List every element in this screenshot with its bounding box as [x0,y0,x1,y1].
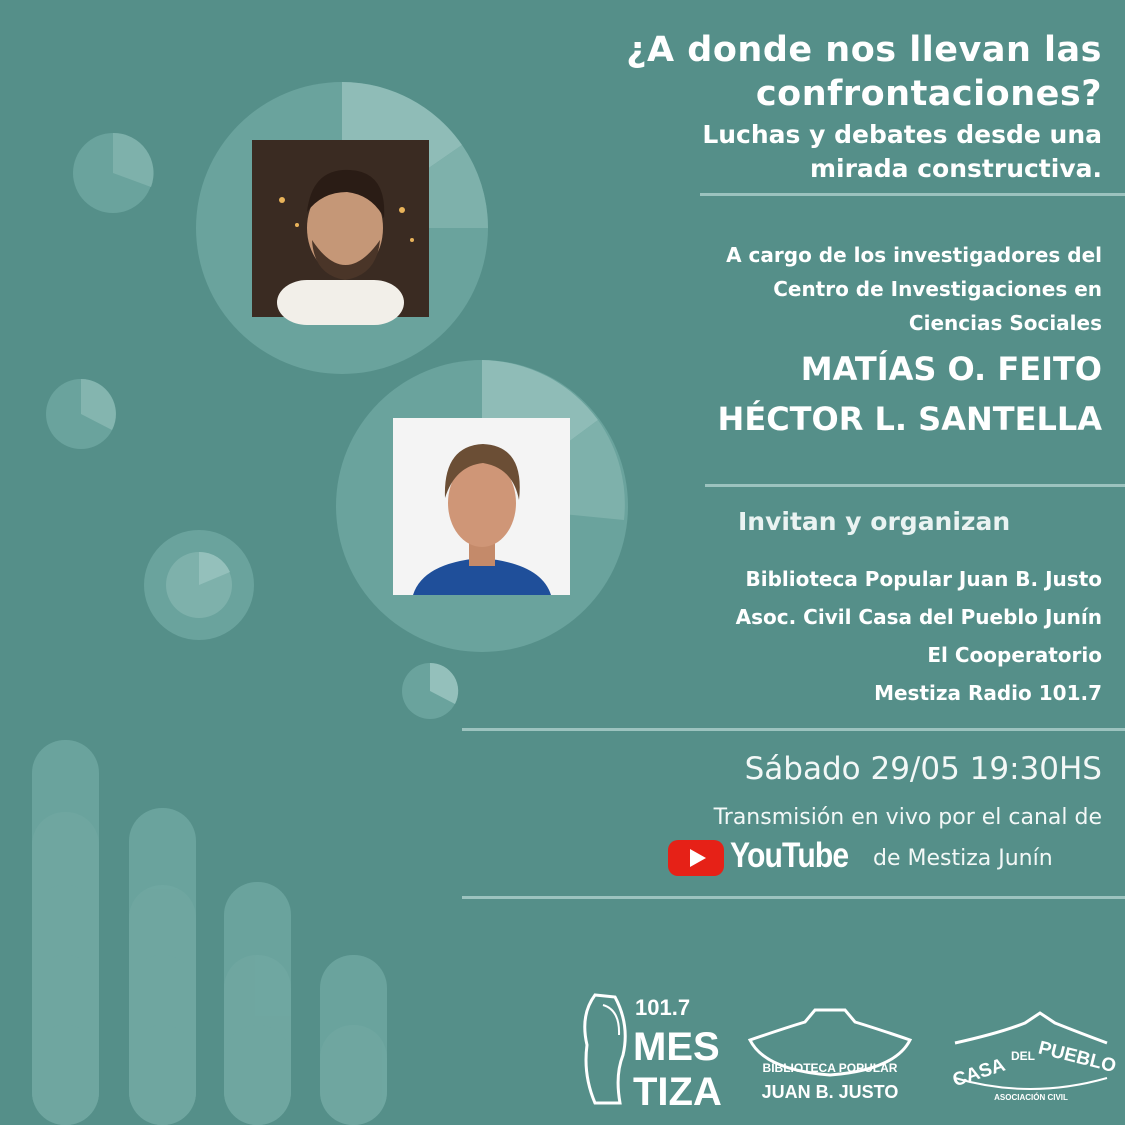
organizer-item: Biblioteca Popular Juan B. Justo [745,567,1102,591]
biblioteca-logo [745,1000,915,1105]
divider-2 [705,484,1125,487]
event-subtitle [702,118,1102,186]
decorative-pie-mid-left [46,379,116,449]
decorative-pie-small [402,663,458,719]
speakers-intro-line-3: Ciencias Sociales [908,311,1102,335]
divider-3 [462,728,1125,731]
youtube-play-icon [668,838,724,878]
casa-del-pueblo-logo [945,1008,1117,1108]
speakers-intro [726,238,1102,340]
mestiza-frequency: 101.7 [635,995,691,1020]
organizer-item: Mestiza Radio 101.7 [874,681,1102,705]
event-title-line-2: confrontaciones? [755,74,1102,114]
speaker-names [718,344,1102,444]
youtube-logo [668,836,849,878]
decorative-ring-left [144,530,254,640]
speaker-photo-1 [252,140,429,317]
organizers-list [736,560,1102,712]
casa-del-word: DEL [1011,1049,1035,1063]
mestiza-name-line-2: TIZA [633,1070,722,1114]
biblioteca-line-1: BIBLIOTECA POPULAR [762,1061,898,1075]
speaker-name-1: MATÍAS O. FEITO [800,350,1102,388]
speaker-name-2: HÉCTOR L. SANTELLA [717,400,1102,438]
divider-4 [462,896,1125,899]
casa-word: CASA [950,1054,1008,1092]
speaker-photo-2 [393,418,570,595]
decorative-pie-top-left [73,133,154,213]
casa-pueblo-word: PUEBLO [1036,1037,1119,1078]
mestiza-radio-logo [575,985,722,1114]
youtube-wordmark: YouTube [730,836,849,875]
speakers-intro-line-1: A cargo de los investigadores del [726,243,1102,267]
event-subtitle-line-1: Luchas y debates desde una [702,120,1102,149]
mestiza-name-line-1: MES [633,1025,720,1069]
casa-subtitle: ASOCIACIÓN CIVIL [994,1093,1068,1102]
speakers-intro-line-2: Centro de Investigaciones en [773,277,1102,301]
event-datetime: Sábado 29/05 19:30HS [744,751,1102,787]
event-subtitle-line-2: mirada constructiva. [809,154,1102,183]
event-title [626,28,1102,116]
organizer-item: El Cooperatorio [927,643,1102,667]
biblioteca-line-2: JUAN B. JUSTO [761,1082,899,1102]
event-title-line-1: ¿A donde nos llevan las [626,30,1102,70]
divider-1 [700,193,1125,196]
organizer-item: Asoc. Civil Casa del Pueblo Junín [735,605,1102,629]
organizers-heading: Invitan y organizan [738,507,1011,536]
stream-line: Transmisión en vivo por el canal de [713,805,1102,830]
channel-name: de Mestiza Junín [873,846,1053,871]
